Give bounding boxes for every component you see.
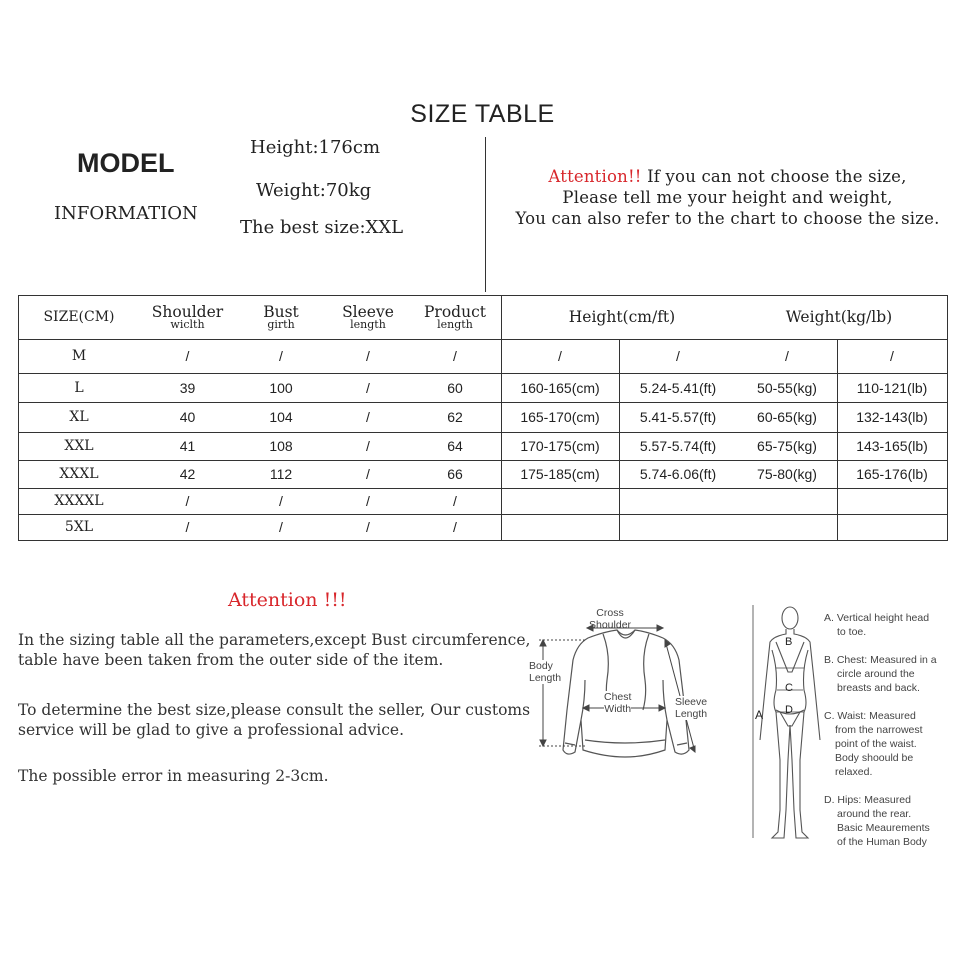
cell-weight-kg: 65-75(kg) xyxy=(757,438,817,454)
note-line: In the sizing table all the parameters,except Bust circumference, xyxy=(18,631,531,649)
table-row xyxy=(18,514,948,540)
cell-size: L xyxy=(74,379,84,396)
def-line: A. Vertical height head xyxy=(824,612,930,624)
letter-a: A xyxy=(755,708,764,722)
def-line: from the narrowest xyxy=(835,724,923,736)
table-row xyxy=(18,488,948,514)
letter-d: D xyxy=(785,704,793,716)
cell-weight-kg: 75-80(kg) xyxy=(757,466,817,482)
table-vline xyxy=(947,295,948,541)
def-line: D. Hips: Measured xyxy=(824,794,911,806)
def-line: Body shoould be xyxy=(835,752,914,764)
letter-b: B xyxy=(785,636,793,648)
cell-weight-lb: 165-176(lb) xyxy=(856,466,928,482)
note-measuring-error: The possible error in measuring 2-3cm. xyxy=(18,767,329,785)
table-hline xyxy=(18,514,948,515)
cell-size: XXXXL xyxy=(54,493,104,509)
cell-shoulder: / xyxy=(185,519,190,535)
table-vline xyxy=(837,339,838,541)
cell-height-ft xyxy=(619,488,737,514)
def-line: Basic Meaurements xyxy=(837,822,930,834)
table-hline xyxy=(18,373,948,374)
cell-bust: 100 xyxy=(269,379,293,396)
cell-product: 60 xyxy=(447,379,463,396)
attention-line-1: If you can not choose the size, xyxy=(641,167,907,186)
cell-product: 62 xyxy=(447,409,463,425)
cell-bust: 108 xyxy=(269,438,293,454)
cell-shoulder: 42 xyxy=(179,466,196,482)
attention-line-2: Please tell me your height and weight, xyxy=(562,188,893,207)
note-line: To determine the best size,please consult the seller, Our customs xyxy=(18,701,531,719)
header-height: Height(cm/ft) xyxy=(568,308,676,326)
header-shoulder: Shoulder wiclth xyxy=(151,302,224,331)
def-line: relaxed. xyxy=(835,766,873,778)
def-line: C. Waist: Measured xyxy=(824,710,916,722)
attention-line-3: You can also refer to the chart to choose the size. xyxy=(515,209,940,228)
table-hline xyxy=(18,488,948,489)
table-hline xyxy=(18,295,948,296)
cell-shoulder: 40 xyxy=(179,409,196,425)
cell-height-ft xyxy=(619,514,737,540)
table-hline xyxy=(18,432,948,433)
cell-height-cm: 165-170(cm) xyxy=(520,409,600,425)
cell-height-cm xyxy=(501,488,619,514)
cell-bust: / xyxy=(279,493,283,509)
model-height: Height:176cm xyxy=(250,137,381,158)
table-row xyxy=(18,402,948,432)
table-row xyxy=(18,460,948,488)
def-line: B. Chest: Measured in a xyxy=(824,654,937,666)
cell-bust: 104 xyxy=(269,409,293,425)
cell-bust: / xyxy=(279,519,283,535)
definition-c xyxy=(824,709,923,779)
table-row xyxy=(18,432,948,460)
cell-product: / xyxy=(453,519,457,535)
cell-height-cm xyxy=(501,514,619,540)
cell-sleeve: / xyxy=(366,519,370,535)
definition-a xyxy=(824,611,929,639)
cell-sleeve: / xyxy=(366,438,370,454)
table-vline xyxy=(18,295,19,541)
model-best-size: The best size:XXL xyxy=(240,217,404,238)
cell-weight-lb xyxy=(837,514,947,540)
cell-sleeve: / xyxy=(366,379,370,396)
cell-weight-kg xyxy=(737,514,837,540)
cell-height-cm: 175-185(cm) xyxy=(520,466,600,482)
cell-product: / xyxy=(453,493,457,509)
cell-weight-kg: 50-55(kg) xyxy=(757,379,817,396)
body-length-label: Body Length xyxy=(529,660,562,684)
page-title: SIZE TABLE xyxy=(410,100,555,128)
letter-c: C xyxy=(785,682,793,694)
cell-height-ft: 5.57-5.74(ft) xyxy=(639,438,717,454)
cell-sleeve: / xyxy=(366,466,370,482)
cell-product: 64 xyxy=(447,438,463,454)
cell-product: 66 xyxy=(447,466,463,482)
cross-shoulder-label: Cross Shoulder xyxy=(589,607,632,631)
header-weight: Weight(kg/lb) xyxy=(785,308,893,326)
attention-heading: Attention !!! xyxy=(228,589,347,611)
table-hline xyxy=(18,339,948,340)
cell-size: XXL xyxy=(64,438,94,454)
model-heading: MODEL xyxy=(77,148,175,178)
def-line: circle around the xyxy=(837,668,915,680)
sleeve-length-label: Sleeve Length xyxy=(675,696,708,720)
vertical-divider xyxy=(485,137,486,292)
table-hline xyxy=(18,460,948,461)
table-vline xyxy=(501,295,502,541)
cell-shoulder: / xyxy=(185,493,190,509)
attention-notice xyxy=(500,166,955,229)
header-sleeve: Sleeve length xyxy=(342,302,394,331)
header-bust: Bust girth xyxy=(263,302,299,331)
cell-bust: / xyxy=(279,348,283,364)
cell-size: 5XL xyxy=(64,519,94,535)
note-line: table have been taken from the outer side of the item. xyxy=(18,651,444,669)
def-line: to toe. xyxy=(837,626,867,638)
cell-product: / xyxy=(453,348,457,364)
note-consult-seller xyxy=(18,700,530,740)
cell-weight-kg: 60-65(kg) xyxy=(757,409,817,425)
definition-d xyxy=(824,793,930,849)
cell-sleeve: / xyxy=(366,348,370,364)
cell-sleeve: / xyxy=(366,493,370,509)
cell-size: M xyxy=(71,348,87,364)
cell-shoulder: / xyxy=(185,348,190,364)
note-line: service will be glad to give a professional advice. xyxy=(18,721,405,739)
header-size: SIZE(CM) xyxy=(43,309,115,325)
def-line: of the Human Body xyxy=(837,836,927,848)
note-outer-side xyxy=(18,630,530,670)
cell-weight-lb: 132-143(lb) xyxy=(856,409,928,425)
chest-width-label: Chest Width xyxy=(604,691,632,715)
table-hline xyxy=(18,540,948,541)
garment-diagram xyxy=(525,600,725,780)
cell-bust: 112 xyxy=(269,466,293,482)
cell-size: XL xyxy=(69,409,89,425)
table-header-row xyxy=(18,295,948,339)
cell-height-ft: 5.24-5.41(ft) xyxy=(639,379,717,396)
table-row xyxy=(18,339,948,373)
cell-height-ft: 5.74-6.06(ft) xyxy=(639,466,717,482)
cell-sleeve: / xyxy=(366,409,370,425)
def-line: breasts and back. xyxy=(837,682,920,694)
table-row xyxy=(18,373,948,402)
cell-weight-kg xyxy=(737,488,837,514)
body-diagram xyxy=(750,600,830,845)
cell-size: XXXL xyxy=(59,466,99,482)
cell-weight-lb xyxy=(837,488,947,514)
cell-weight-lb: 143-165(lb) xyxy=(856,438,928,454)
cell-weight-lb: / xyxy=(890,348,894,364)
cell-height-cm: / xyxy=(558,348,562,364)
def-line: around the rear. xyxy=(837,808,912,820)
table-vline xyxy=(619,339,620,541)
model-subheading: INFORMATION xyxy=(54,203,198,224)
definition-b xyxy=(824,653,937,695)
cell-height-ft: 5.41-5.57(ft) xyxy=(639,409,717,425)
cell-shoulder: 39 xyxy=(179,379,196,396)
cell-height-ft: / xyxy=(676,348,680,364)
table-hline xyxy=(18,402,948,403)
cell-height-cm: 160-165(cm) xyxy=(520,379,600,396)
cell-shoulder: 41 xyxy=(179,438,196,454)
cell-height-cm: 170-175(cm) xyxy=(520,438,600,454)
model-weight: Weight:70kg xyxy=(256,180,372,201)
cell-weight-kg: / xyxy=(785,348,789,364)
def-line: point of the waist. xyxy=(835,738,917,750)
cell-weight-lb: 110-121(lb) xyxy=(856,379,928,396)
attention-label: Attention!! xyxy=(548,167,642,186)
header-product: Product length xyxy=(424,302,486,331)
